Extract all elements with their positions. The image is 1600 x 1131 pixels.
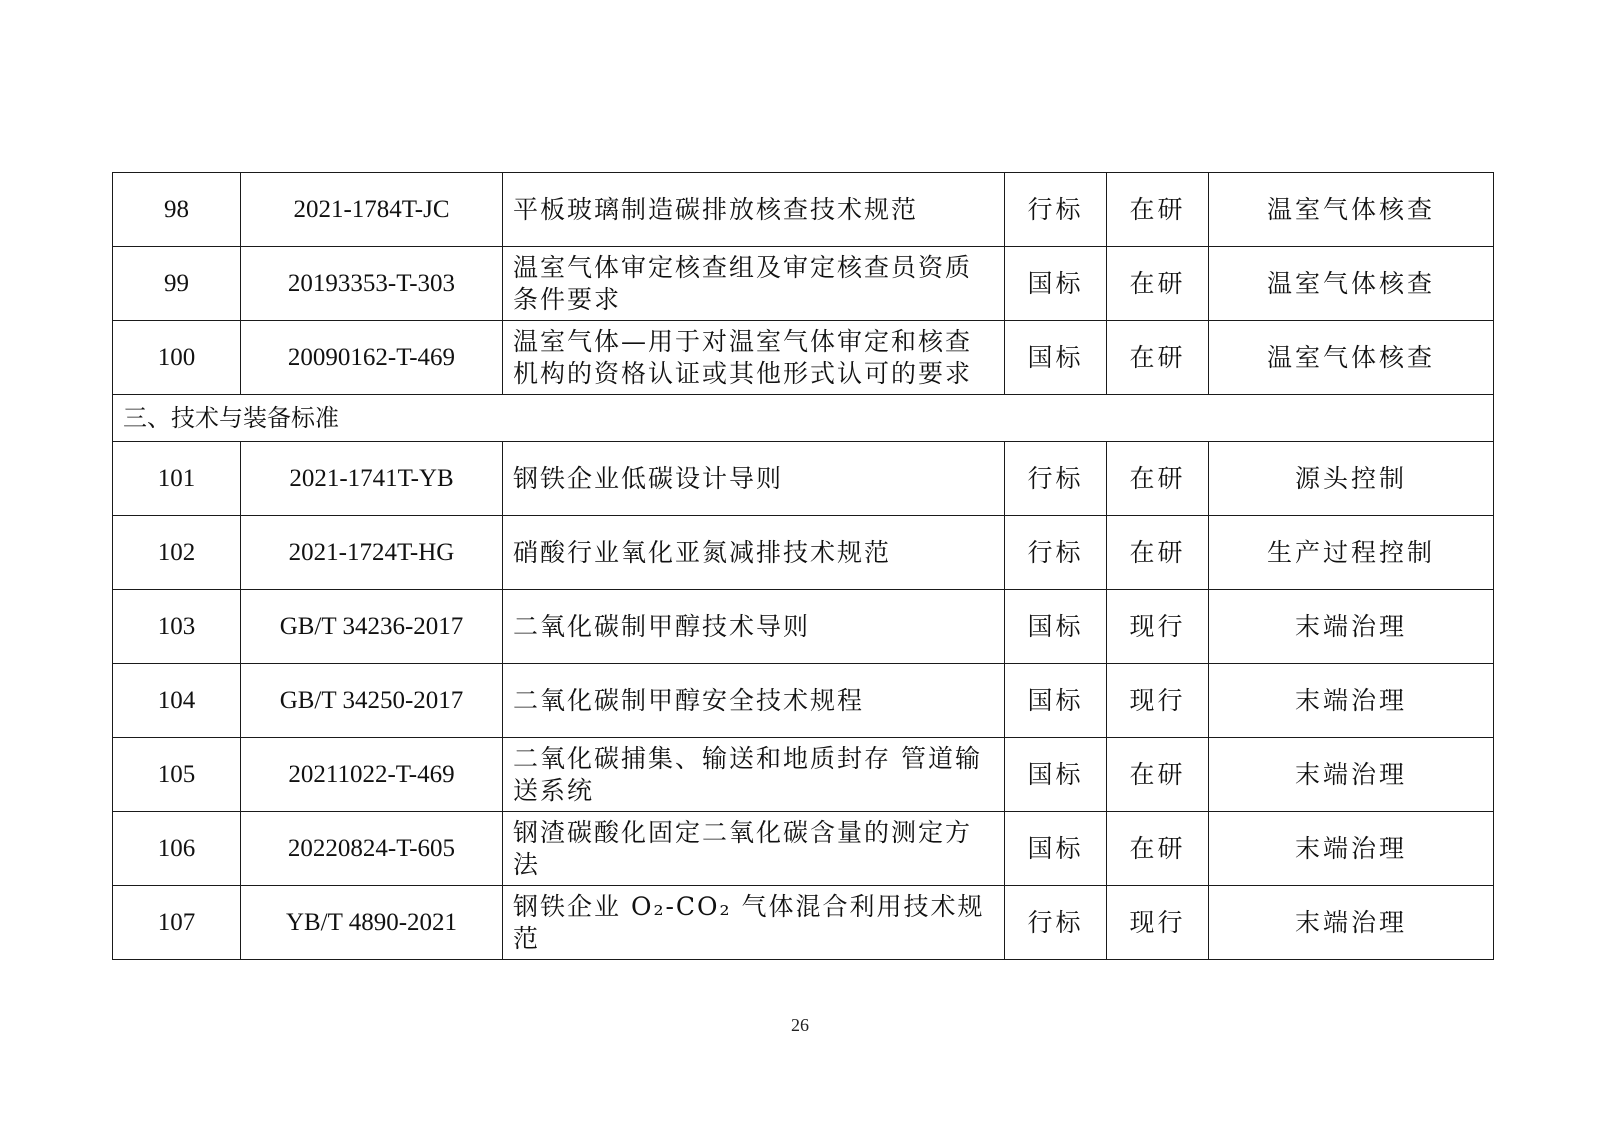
standard-status: 在研 (1107, 516, 1209, 590)
standard-category: 源头控制 (1209, 442, 1494, 516)
section-title: 三、技术与装备标准 (113, 395, 1494, 442)
row-number: 103 (113, 590, 241, 664)
standard-status: 现行 (1107, 886, 1209, 960)
table-row (113, 442, 1494, 516)
table-row (113, 321, 1494, 395)
table-row (113, 886, 1494, 960)
row-number: 100 (113, 321, 241, 395)
standard-level: 行标 (1005, 442, 1107, 516)
standard-name: 温室气体—用于对温室气体审定和核查机构的资格认证或其他形式认可的要求 (503, 321, 1005, 395)
table-row (113, 590, 1494, 664)
standard-code: 20220824-T-605 (241, 812, 503, 886)
standard-level: 国标 (1005, 664, 1107, 738)
standard-code: 2021-1724T-HG (241, 516, 503, 590)
row-number: 102 (113, 516, 241, 590)
standard-status: 在研 (1107, 173, 1209, 247)
standard-category: 温室气体核查 (1209, 321, 1494, 395)
standard-name: 温室气体审定核查组及审定核查员资质条件要求 (503, 247, 1005, 321)
standard-name: 钢渣碳酸化固定二氧化碳含量的测定方法 (503, 812, 1005, 886)
table-body-before (113, 173, 1494, 395)
standard-category: 末端治理 (1209, 886, 1494, 960)
standard-category: 温室气体核查 (1209, 247, 1494, 321)
standard-status: 现行 (1107, 590, 1209, 664)
standard-code: GB/T 34250-2017 (241, 664, 503, 738)
section-group (113, 395, 1494, 442)
standard-status: 在研 (1107, 738, 1209, 812)
standard-category: 末端治理 (1209, 738, 1494, 812)
standard-category: 温室气体核查 (1209, 173, 1494, 247)
standard-name: 平板玻璃制造碳排放核查技术规范 (503, 173, 1005, 247)
row-number: 99 (113, 247, 241, 321)
row-number: 98 (113, 173, 241, 247)
standard-category: 末端治理 (1209, 590, 1494, 664)
row-number: 104 (113, 664, 241, 738)
standard-category: 末端治理 (1209, 812, 1494, 886)
standard-status: 在研 (1107, 442, 1209, 516)
standard-status: 现行 (1107, 664, 1209, 738)
section-header-row (113, 395, 1494, 442)
standard-code: 2021-1741T-YB (241, 442, 503, 516)
standard-level: 国标 (1005, 590, 1107, 664)
standard-code: 20211022-T-469 (241, 738, 503, 812)
row-number: 105 (113, 738, 241, 812)
table-row (113, 738, 1494, 812)
page-number: 26 (791, 1015, 809, 1035)
table-row (113, 516, 1494, 590)
standard-name: 钢铁企业 O₂-CO₂ 气体混合利用技术规范 (503, 886, 1005, 960)
standard-code: 2021-1784T-JC (241, 173, 503, 247)
standard-code: 20193353-T-303 (241, 247, 503, 321)
row-number: 101 (113, 442, 241, 516)
row-number: 106 (113, 812, 241, 886)
standard-level: 行标 (1005, 886, 1107, 960)
standard-name: 硝酸行业氧化亚氮减排技术规范 (503, 516, 1005, 590)
table-row (113, 812, 1494, 886)
standard-status: 在研 (1107, 247, 1209, 321)
standard-status: 在研 (1107, 812, 1209, 886)
standard-name: 二氧化碳制甲醇技术导则 (503, 590, 1005, 664)
row-number: 107 (113, 886, 241, 960)
standard-name: 二氧化碳捕集、输送和地质封存 管道输送系统 (503, 738, 1005, 812)
table-row (113, 173, 1494, 247)
standard-code: GB/T 34236-2017 (241, 590, 503, 664)
standard-category: 生产过程控制 (1209, 516, 1494, 590)
standard-level: 行标 (1005, 516, 1107, 590)
standard-name: 二氧化碳制甲醇安全技术规程 (503, 664, 1005, 738)
table-row (113, 247, 1494, 321)
standard-name: 钢铁企业低碳设计导则 (503, 442, 1005, 516)
standard-level: 行标 (1005, 173, 1107, 247)
table-body-after (113, 442, 1494, 960)
table-row (113, 664, 1494, 738)
standard-level: 国标 (1005, 247, 1107, 321)
standard-category: 末端治理 (1209, 664, 1494, 738)
standard-code: YB/T 4890-2021 (241, 886, 503, 960)
standard-level: 国标 (1005, 738, 1107, 812)
standard-status: 在研 (1107, 321, 1209, 395)
standard-code: 20090162-T-469 (241, 321, 503, 395)
standard-level: 国标 (1005, 321, 1107, 395)
standards-table (112, 172, 1494, 960)
standard-level: 国标 (1005, 812, 1107, 886)
